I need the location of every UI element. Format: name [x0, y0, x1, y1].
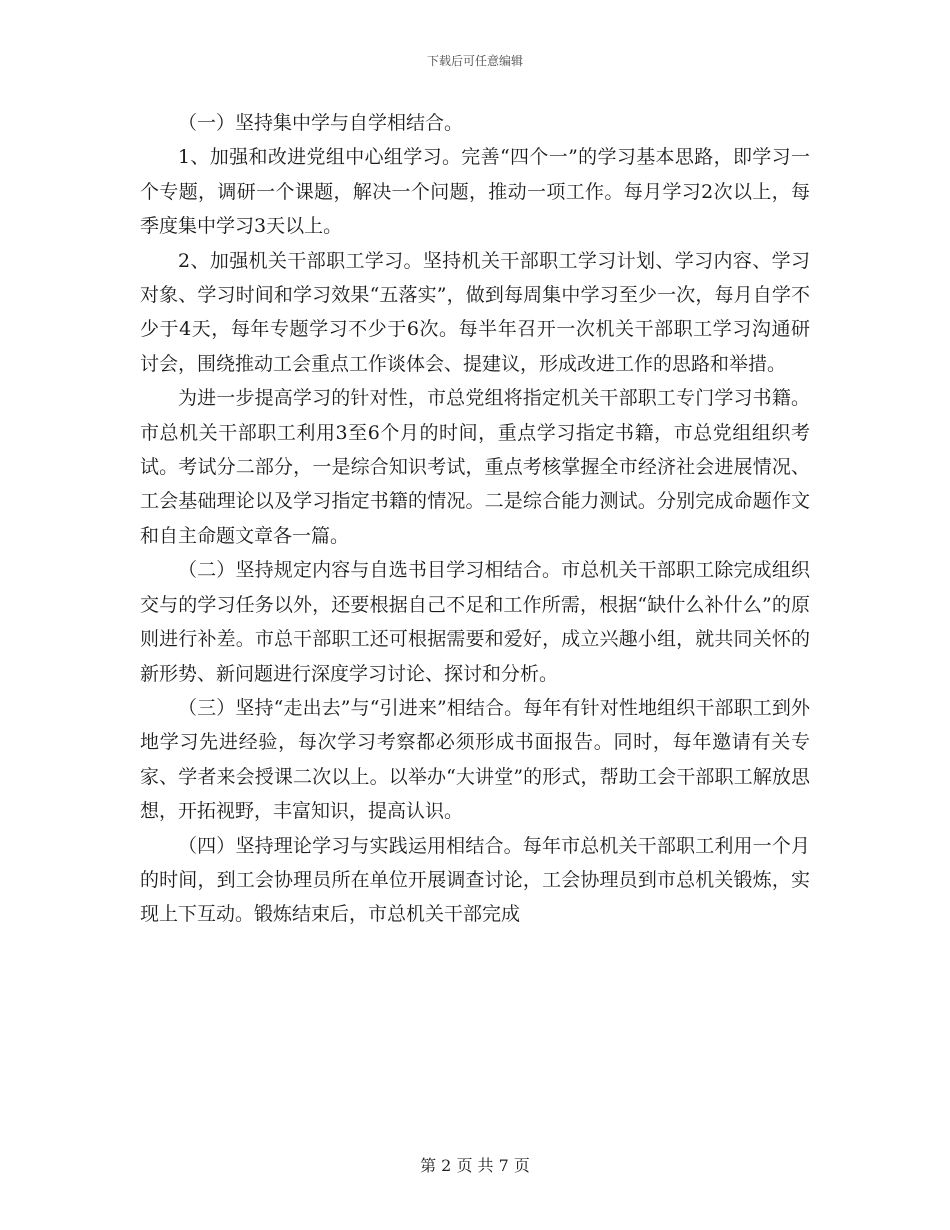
- paragraph-study-books: 为进一步提高学习的针对性，市总党组将指定机关干部职工专门学习书籍。市总机关干部职工利用3至6个月的时间，重点学习指定书籍，市总党组组织考试。考试分二部分，一是综合知识考试，重点考核掌握全市经济社会进展情况、工会基础理论以及学习指定书籍的情况。二是综合能力测试。分别完成命题作文和自主命题文章各一篇。: [140, 387, 810, 547]
- paragraph-section-1-heading: （一）坚持集中学与自学相结合。: [178, 112, 464, 134]
- paragraph-item-2: 2、加强机关干部职工学习。坚持机关干部职工学习计划、学习内容、学习对象、学习时间和学习效果“五落实”，做到每周集中学习至少一次，每月自学不少于4天，每年专题学习不少于6次。每半年召开一次机关干部职工学习沟通研讨会，围绕推动工会重点工作谈体会、提建议，形成改进工作的思路和举措。: [140, 249, 810, 375]
- page-header-note: 下载后可任意编辑: [426, 54, 523, 68]
- paragraph-section-3: （三）坚持“走出去”与“引进来”相结合。每年有针对性地组织干部职工到外地学习先进经验，每次学习考察都必须形成书面报告。同时，每年邀请有关专家、学者来会授课二次以上。以举办“大讲堂”的形式，帮助工会干部职工解放思想，开拓视野，丰富知识，提高认识。: [140, 696, 810, 823]
- paragraph-section-2: （二）坚持规定内容与自选书目学习相结合。市总机关干部职工除完成组织交与的学习任务以外，还要根据自己不足和工作所需，根据“缺什么补什么”的原则进行补差。市总干部职工还可根据需要和爱好，成立兴趣小组，就共同关怀的新形势、新问题进行深度学习讨论、探讨和分析。: [140, 559, 810, 685]
- paragraph-section-4: （四）坚持理论学习与实践运用相结合。每年市总机关干部职工利用一个月的时间，到工会协理员所在单位开展调查讨论，工会协理员到市总机关锻炼，实现上下互动。锻炼结束后，市总机关干部完成: [140, 834, 810, 926]
- document-body: [140, 106, 810, 932]
- page-number-footer: 第 2 页 共 7 页: [420, 1156, 530, 1175]
- paragraph-item-1: 1、加强和改进党组中心组学习。完善“四个一”的学习基本思路，即学习一个专题，调研一个课题，解决一个问题，推动一项工作。每月学习2次以上，每季度集中学习3天以上。: [140, 146, 810, 238]
